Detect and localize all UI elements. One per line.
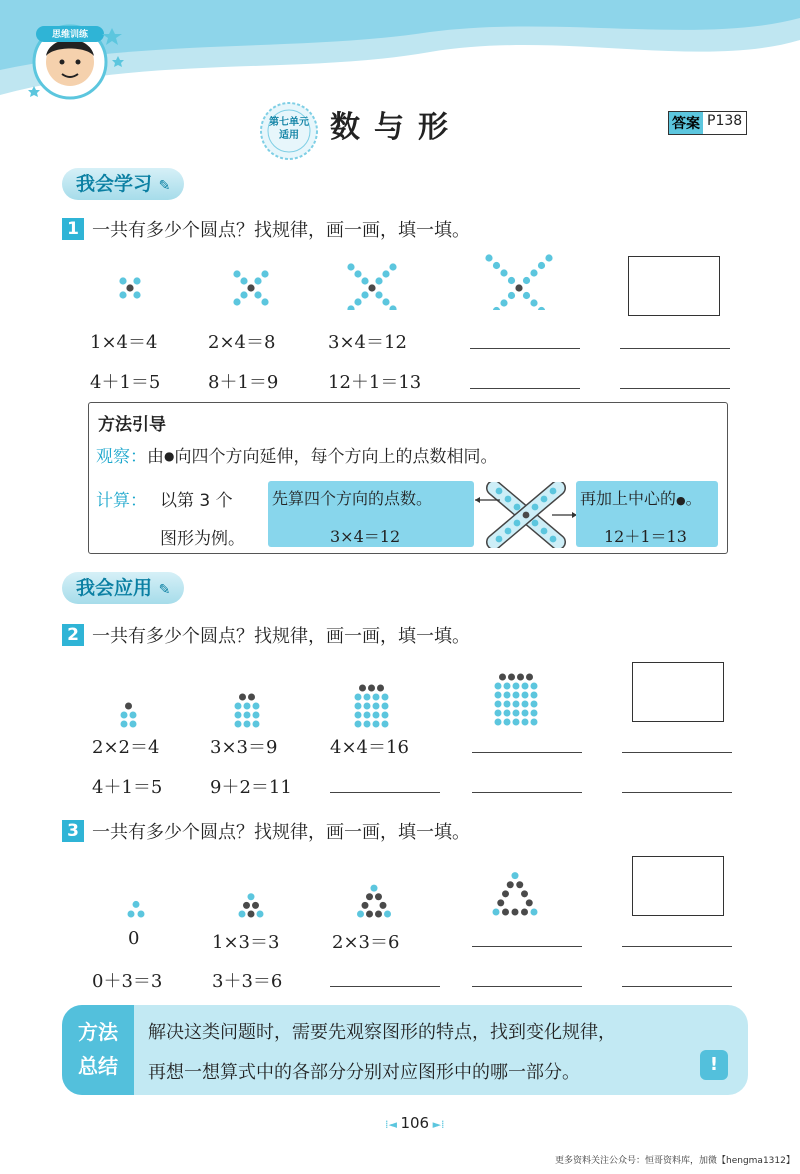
arm-dot: [361, 291, 368, 298]
center-dot: [515, 284, 522, 291]
grid-dot: [235, 712, 242, 719]
bubble-right-line-1: [580, 486, 702, 509]
grid-dot: [513, 719, 520, 726]
arm-dot: [354, 298, 361, 305]
bubble-right-line-2: 12＋1＝13: [604, 527, 687, 546]
arm-dot: [532, 520, 539, 527]
summary-line-1: 解决这类问题时，需要先观察图形的特点，找到变化规律，: [148, 1022, 616, 1043]
q2-blank-2[interactable]: [622, 752, 732, 753]
corner-dot: [493, 909, 500, 916]
arm-dot: [119, 291, 126, 298]
answer-page: P138: [703, 112, 746, 134]
grid-dot: [364, 703, 371, 710]
q3-blank-5[interactable]: [622, 986, 732, 987]
question-1-text: 一共有多少个圆点？找规律，画一画，填一填。: [92, 220, 470, 241]
section-learn-label: [62, 168, 184, 200]
arm-dot: [254, 277, 261, 284]
question-3-text: 一共有多少个圆点？找规律，画一画，填一填。: [92, 822, 470, 843]
corner-dot: [512, 872, 519, 879]
corner-dot: [531, 909, 538, 916]
page-title: 数与形: [330, 110, 462, 145]
grid-dot: [244, 712, 251, 719]
q2-blank-1[interactable]: [472, 752, 582, 753]
question-2-number: 2: [62, 624, 84, 646]
arm-dot: [496, 488, 503, 495]
side-dot: [512, 909, 519, 916]
center-dot: [126, 284, 133, 291]
q1-blank-4[interactable]: [620, 388, 730, 389]
q1-eq-4: 4＋1＝5: [90, 372, 161, 393]
grid-dot: [522, 710, 529, 717]
side-dot: [248, 911, 255, 918]
section-apply-text: 我会应用: [76, 577, 153, 599]
observe-line: [96, 442, 497, 467]
grid-dot: [244, 703, 251, 710]
q1-eq-2: 2×4＝8: [208, 332, 276, 353]
arm-dot: [375, 291, 382, 298]
extra-dot: [248, 694, 255, 701]
arm-dot: [523, 277, 530, 284]
extra-dot: [517, 674, 524, 681]
arm-dot: [541, 528, 548, 535]
q1-blank-1[interactable]: [470, 348, 580, 349]
side-dot: [526, 899, 533, 906]
grid-dot: [130, 721, 137, 728]
question-3-number: 3: [62, 820, 84, 842]
center-dot-icon: ●: [676, 494, 686, 507]
grid-dot: [364, 712, 371, 719]
arm-dot: [500, 299, 507, 306]
grid-dot: [522, 692, 529, 699]
grid-dot: [504, 692, 511, 699]
arm-dot: [538, 307, 545, 310]
corner-dot: [133, 901, 140, 908]
grid-dot: [373, 694, 380, 701]
grid-dot: [495, 701, 502, 708]
arm-dot: [530, 299, 537, 306]
corner-dot: [357, 911, 364, 918]
method-guide-title: 方法引导: [98, 415, 166, 435]
corner-dot: [371, 885, 378, 892]
arm-dot: [550, 536, 557, 543]
arm-dot: [496, 536, 503, 543]
extra-dot: [239, 694, 246, 701]
arm-dot: [545, 254, 552, 261]
arm-dot: [375, 277, 382, 284]
corner-dot: [239, 911, 246, 918]
arm-dot: [505, 528, 512, 535]
observe-text-2: 向四个方向延伸，每个方向上的点数相同。: [174, 447, 498, 467]
arm-dot: [382, 270, 389, 277]
extra-dot: [368, 685, 375, 692]
arm-dot: [233, 298, 240, 305]
summary-line-2: 再想一想算式中的各部分分别对应图形中的哪一部分。: [148, 1062, 580, 1083]
arm-dot: [361, 277, 368, 284]
side-dot: [380, 902, 387, 909]
corner-dot: [257, 911, 264, 918]
grid-dot: [504, 683, 511, 690]
q2-eq-2: 3×3＝9: [210, 737, 278, 758]
q3-blank-1[interactable]: [472, 946, 582, 947]
center-dot-icon: ●: [164, 449, 175, 463]
q1-eq-6: 12＋1＝13: [328, 372, 422, 393]
corner-dot: [138, 911, 145, 918]
q3-blank-3[interactable]: [330, 986, 440, 987]
side-dot: [375, 911, 382, 918]
arm-dot: [240, 291, 247, 298]
q2-eq-3: 4×4＝16: [330, 737, 409, 758]
grid-dot: [382, 721, 389, 728]
q2-eq-1: 2×2＝4: [92, 737, 160, 758]
grid-dot: [244, 721, 251, 728]
grid-dot: [504, 710, 511, 717]
grid-dot: [364, 721, 371, 728]
grid-dot: [531, 701, 538, 708]
grid-dot: [522, 683, 529, 690]
q3-eq-5: 3＋3＝6: [212, 971, 283, 992]
grid-dot: [513, 701, 520, 708]
arm-dot: [389, 263, 396, 270]
grid-dot: [253, 721, 260, 728]
side-dot: [502, 890, 509, 897]
side-dot: [366, 911, 373, 918]
extra-dot: [508, 674, 515, 681]
grid-dot: [382, 712, 389, 719]
arm-dot: [389, 305, 396, 310]
arm-dot: [493, 262, 500, 269]
arm-dot: [485, 254, 492, 261]
arm-dot: [261, 298, 268, 305]
answer-reference: [668, 111, 747, 135]
side-dot: [507, 881, 514, 888]
arm-dot: [508, 292, 515, 299]
q2-eq-4: 4＋1＝5: [92, 777, 163, 798]
grid-dot: [522, 701, 529, 708]
observe-label: 观察：: [96, 447, 147, 467]
exclamation-icon: !: [700, 1050, 728, 1080]
arrow-right-icon: ►⁞: [429, 1118, 445, 1131]
method-summary-title: [62, 1005, 134, 1095]
corner-dot: [128, 911, 135, 918]
side-dot: [502, 909, 509, 916]
page-number-area: [385, 1114, 445, 1132]
arm-dot: [382, 298, 389, 305]
q1-answer-box[interactable]: [628, 256, 720, 316]
q2-blank-3[interactable]: [330, 792, 440, 793]
grid-dot: [121, 721, 128, 728]
example-x-figure: [474, 482, 578, 548]
arm-dot: [523, 292, 530, 299]
question-2-text: 一共有多少个圆点？找规律，画一画，填一填。: [92, 626, 470, 647]
grid-dot: [130, 712, 137, 719]
grid-dot: [235, 721, 242, 728]
grid-dot: [495, 710, 502, 717]
arm-dot: [530, 269, 537, 276]
grid-dot: [513, 683, 520, 690]
arm-dot: [500, 269, 507, 276]
grid-dot: [495, 692, 502, 699]
question-1-number: 1: [62, 218, 84, 240]
q1-eq-1: 1×4＝4: [90, 332, 158, 353]
bubble-left-line-2: 3×4＝12: [330, 527, 401, 546]
observe-text-1: 由: [147, 447, 164, 467]
grid-dot: [531, 710, 538, 717]
arm-dot: [532, 504, 539, 511]
grid-dot: [373, 721, 380, 728]
pencil-icon: ✎: [158, 582, 171, 598]
arm-dot: [508, 277, 515, 284]
extra-dot: [499, 674, 506, 681]
q2-eq-5: 9＋2＝11: [210, 777, 292, 798]
grid-dot: [373, 703, 380, 710]
grid-dot: [495, 683, 502, 690]
grid-dot: [355, 694, 362, 701]
q2-figures: [100, 654, 560, 734]
grid-dot: [495, 719, 502, 726]
side-dot: [375, 893, 382, 900]
side-dot: [243, 902, 250, 909]
q1-eq-5: 8＋1＝9: [208, 372, 279, 393]
q3-eq-2: 1×3＝3: [212, 932, 280, 953]
q3-blank-2[interactable]: [622, 946, 732, 947]
q1-eq-3: 3×4＝12: [328, 332, 407, 353]
arm-dot: [254, 291, 261, 298]
grid-dot: [504, 701, 511, 708]
bubble-left-line-1: 先算四个方向的点数。: [272, 489, 433, 508]
center-dot: [247, 284, 254, 291]
corner-dot: [248, 893, 255, 900]
arm-dot: [514, 504, 521, 511]
extra-dot: [526, 674, 533, 681]
pencil-icon: ✎: [158, 178, 171, 194]
side-dot: [366, 893, 373, 900]
section-apply-label: [62, 572, 184, 604]
summary-title-line-2: 总结: [78, 1054, 118, 1078]
q1-figures: [100, 250, 560, 310]
grid-dot: [513, 710, 520, 717]
grid-dot: [253, 712, 260, 719]
grid-dot: [522, 719, 529, 726]
grid-dot: [382, 694, 389, 701]
grid-dot: [253, 703, 260, 710]
summary-title-line-1: 方法: [78, 1020, 118, 1044]
extra-dot: [359, 685, 366, 692]
arm-dot: [347, 263, 354, 270]
seal-text: 第七单元适用: [269, 117, 309, 141]
arm-dot: [354, 270, 361, 277]
calc-label: 计算：: [96, 491, 147, 511]
arm-dot: [541, 496, 548, 503]
q3-figures: [100, 852, 560, 922]
grid-dot: [355, 703, 362, 710]
grid-dot: [531, 719, 538, 726]
side-dot: [362, 902, 369, 909]
side-dot: [516, 881, 523, 888]
grid-dot: [121, 712, 128, 719]
side-dot: [497, 899, 504, 906]
q1-blank-2[interactable]: [620, 348, 730, 349]
arm-dot: [261, 270, 268, 277]
side-dot: [521, 909, 528, 916]
bubble-right-end: 。: [685, 489, 702, 508]
grid-dot: [364, 694, 371, 701]
side-dot: [521, 890, 528, 897]
arrow-left-head: [475, 497, 480, 503]
center-dot: [368, 284, 375, 291]
corner-dot: [384, 911, 391, 918]
badge-text: 思维训练: [51, 30, 88, 40]
q1-blank-3[interactable]: [470, 388, 580, 389]
arm-dot: [538, 262, 545, 269]
q3-eq-4: 0＋3＝3: [92, 971, 163, 992]
grid-dot: [355, 721, 362, 728]
grid-dot: [531, 683, 538, 690]
q3-eq-3: 2×3＝6: [332, 932, 400, 953]
grid-dot: [373, 712, 380, 719]
arm-dot: [133, 277, 140, 284]
bubble-right-text: 再加上中心的: [580, 489, 677, 508]
extra-dot: [377, 685, 384, 692]
calc-text-1: 以第 3 个: [160, 491, 233, 511]
q3-answer-box[interactable]: [632, 856, 724, 916]
arm-dot: [493, 307, 500, 310]
footer-note: 更多资料关注公众号：恒哥资料库，加微【hengma1312】: [555, 1156, 795, 1166]
arm-dot: [133, 291, 140, 298]
arm-dot: [550, 488, 557, 495]
arrow-left-icon: ⁞◄: [385, 1118, 401, 1131]
center-dot: [523, 512, 530, 519]
arm-dot: [233, 270, 240, 277]
section-learn-text: 我会学习: [76, 173, 153, 195]
extra-dot: [125, 703, 132, 710]
grid-dot: [235, 703, 242, 710]
answer-label: 答案: [669, 112, 703, 134]
q3-blank-4[interactable]: [472, 986, 582, 987]
arm-dot: [514, 520, 521, 527]
grid-dot: [382, 703, 389, 710]
q2-blank-4[interactable]: [472, 792, 582, 793]
q2-answer-box[interactable]: [632, 662, 724, 722]
grid-dot: [513, 692, 520, 699]
side-dot: [252, 902, 259, 909]
grid-dot: [355, 712, 362, 719]
grid-dot: [504, 719, 511, 726]
arm-dot: [505, 496, 512, 503]
q3-eq-1: 0: [128, 928, 140, 949]
calc-text-2: 图形为例。: [160, 529, 245, 549]
arm-dot: [119, 277, 126, 284]
page-number: 106: [400, 1114, 430, 1132]
grid-dot: [531, 692, 538, 699]
arm-dot: [347, 305, 354, 310]
q2-blank-5[interactable]: [622, 792, 732, 793]
arm-dot: [240, 277, 247, 284]
